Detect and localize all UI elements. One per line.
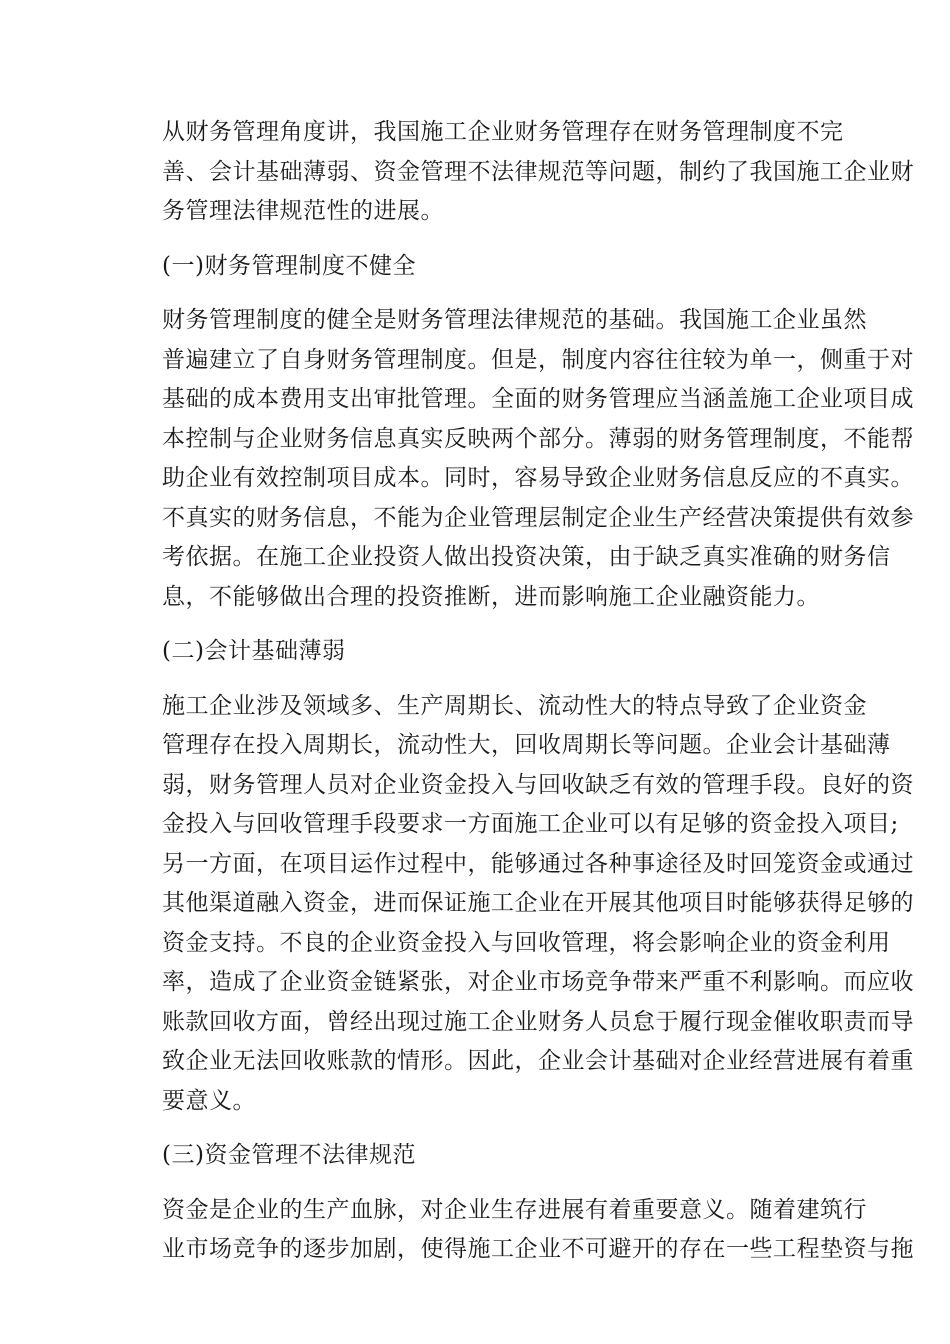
text-line: 金投入与回收管理手段要求一方面施工企业可以有足够的资金投入项目; [162, 811, 899, 837]
text-line: 管理存在投入周期长，流动性大，回收周期长等问题。企业会计基础薄 [162, 732, 891, 758]
paragraph-3 [116, 687, 914, 1122]
text-line: 弱，财务管理人员对企业资金投入与回收缺乏有效的管理手段。良好的资 [162, 771, 914, 798]
text-line: 致企业无法回收账款的情形。因此，企业会计基础对企业经营进展有着重 [162, 1048, 914, 1074]
text-line: 资金是企业的生产血脉，对企业生存进展有着重要意义。随着建筑行 [162, 1196, 867, 1223]
text-line: 不真实的财务信息，不能为企业管理层制定企业生产经营决策提供有效参 [162, 504, 914, 531]
paragraph-2 [116, 301, 914, 617]
text-line: 本控制与企业财务信息真实反映两个部分。薄弱的财务管理制度，不能帮 [162, 425, 914, 452]
heading-text: (三)资金管理不法律规范 [162, 1142, 416, 1168]
text-line: 考依据。在施工企业投资人做出投资决策，由于缺乏真实准确的财务信 [162, 544, 891, 570]
paragraph-4 [116, 1191, 914, 1270]
heading-text: (二)会计基础薄弱 [162, 638, 346, 664]
text-line: 善、会计基础薄弱、资金管理不法律规范等问题，制约了我国施工企业财 [162, 158, 914, 185]
text-line: 基础的成本费用支出审批管理。全面的财务管理应当涵盖施工企业项目成 [162, 386, 914, 412]
section-heading-3 [116, 1136, 832, 1176]
section-heading-2 [116, 632, 832, 672]
paragraph-1 [116, 113, 914, 232]
text-line: 其他渠道融入资金，进而保证施工企业在开展其他项目时能够获得足够的 [162, 890, 914, 916]
heading-text: (一)财务管理制度不健全 [162, 252, 416, 279]
text-line: 助企业有效控制项目成本。同时，容易导致企业财务信息反应的不真实。 [162, 465, 914, 491]
text-line: 资金支持。不良的企业资金投入与回收管理，将会影响企业的资金利用 [162, 929, 891, 956]
text-line: 普遍建立了自身财务管理制度。但是，制度内容往往较为单一，侧重于对 [162, 346, 914, 373]
text-line: 要意义。 [162, 1087, 256, 1114]
text-line: 务管理法律规范性的进展。 [162, 198, 444, 224]
text-line: 财务管理制度的健全是财务管理法律规范的基础。我国施工企业虽然 [162, 307, 867, 333]
text-line: 另一方面，在项目运作过程中，能够通过各种事途径及时回笼资金或通过 [162, 850, 914, 877]
text-line: 率，造成了企业资金链紧张，对企业市场竞争带来严重不利影响。而应收 [162, 969, 914, 995]
text-line: 从财务管理角度讲，我国施工企业财务管理存在财务管理制度不完 [162, 119, 844, 145]
text-line: 息，不能够做出合理的投资推断，进而影响施工企业融资能力。 [162, 583, 820, 610]
section-heading-1 [116, 247, 832, 287]
text-line: 业市场竞争的逐步加剧，使得施工企业不可避开的存在一些工程垫资与拖 [162, 1236, 914, 1262]
text-line: 账款回收方面，曾经出现过施工企业财务人员怠于履行现金催收职责而导 [162, 1008, 914, 1035]
text-line: 施工企业涉及领域多、生产周期长、流动性大的特点导致了企业资金 [162, 692, 867, 719]
